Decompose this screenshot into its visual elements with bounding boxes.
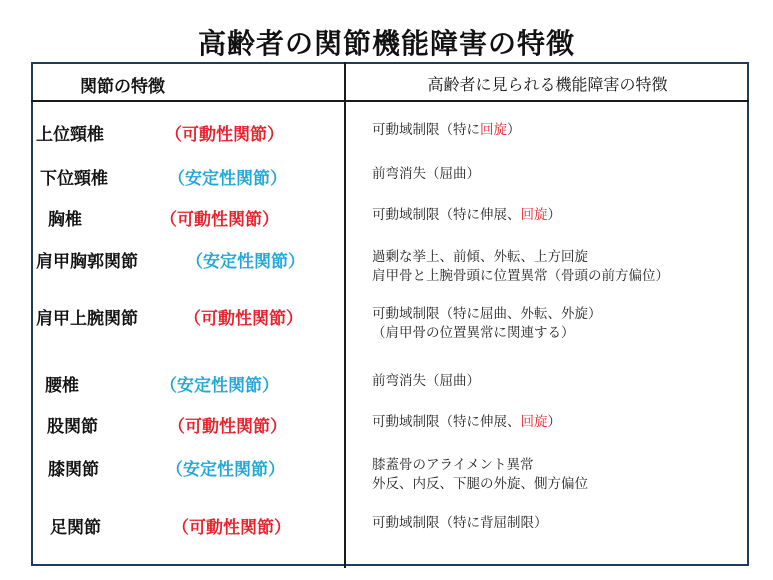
description-line xyxy=(372,475,588,494)
description-text: ） xyxy=(547,207,561,223)
impairment-description xyxy=(372,206,561,225)
joint-name: 腰椎 xyxy=(45,376,79,396)
header-divider xyxy=(31,100,749,102)
description-line xyxy=(372,165,480,184)
description-line xyxy=(372,324,602,343)
impairment-description xyxy=(372,165,480,184)
description-line xyxy=(372,248,669,267)
description-text: 可動域制限（特に屈曲、外転、外旋） xyxy=(372,306,602,322)
mobile-joint-label: （可動性関節） xyxy=(160,210,279,230)
joint-name: 肩甲胸郭関節 xyxy=(36,252,138,272)
impairment-description xyxy=(372,121,521,140)
description-text: 外反、内反、下腿の外旋、側方偏位 xyxy=(372,476,588,492)
joint-name: 胸椎 xyxy=(48,210,82,230)
mobile-joint-label: （可動性関節） xyxy=(172,518,291,538)
description-text: ） xyxy=(547,414,561,430)
description-line xyxy=(372,413,561,432)
impairment-description xyxy=(372,514,548,533)
description-text: 可動域制限（特に伸展、 xyxy=(372,414,521,430)
joint-name: 肩甲上腕関節 xyxy=(36,309,138,329)
impairment-description xyxy=(372,456,588,494)
description-text: （肩甲骨の位置異常に関連する） xyxy=(372,325,575,341)
description-text: 膝蓋骨のアライメント異常 xyxy=(372,457,534,473)
highlight-text: 回旋 xyxy=(520,414,548,430)
impairment-description xyxy=(372,248,669,286)
page-title: 高齢者の関節機能障害の特徴 xyxy=(197,27,575,60)
description-line xyxy=(372,456,588,475)
description-line xyxy=(372,121,521,140)
column-divider xyxy=(344,62,346,568)
description-text: 過剰な挙上、前傾、外転、上方回旋 xyxy=(372,249,588,265)
description-text: 前弯消失（屈曲） xyxy=(372,373,480,389)
stable-joint-label: （安定性関節） xyxy=(166,460,285,480)
joint-name: 足関節 xyxy=(50,518,101,538)
description-line xyxy=(372,372,480,391)
joint-name: 股関節 xyxy=(47,417,98,437)
description-line xyxy=(372,267,669,286)
mobile-joint-label: （可動性関節） xyxy=(165,125,284,145)
impairment-description xyxy=(372,305,602,343)
description-line xyxy=(372,305,602,324)
joint-name: 膝関節 xyxy=(48,460,99,480)
joint-name: 上位頸椎 xyxy=(36,125,104,145)
impairment-description xyxy=(372,372,480,391)
description-line xyxy=(372,514,548,533)
highlight-text: 回旋 xyxy=(480,122,507,138)
header-impairment-features: 高齢者に見られる機能障害の特徴 xyxy=(427,75,668,94)
description-text: ） xyxy=(507,122,521,138)
description-text: 可動域制限（特に xyxy=(372,122,480,138)
description-text: 可動域制限（特に伸展、 xyxy=(372,207,521,223)
highlight-text: 回旋 xyxy=(520,207,548,223)
impairment-description xyxy=(372,413,561,432)
stable-joint-label: （安定性関節） xyxy=(168,169,287,189)
description-line xyxy=(372,206,561,225)
description-text: 前弯消失（屈曲） xyxy=(372,166,480,182)
mobile-joint-label: （可動性関節） xyxy=(184,309,303,329)
stable-joint-label: （安定性関節） xyxy=(160,376,279,396)
stable-joint-label: （安定性関節） xyxy=(186,252,305,272)
joint-name: 下位頸椎 xyxy=(40,169,108,189)
header-joint-features: 関節の特徴 xyxy=(80,77,165,97)
description-text: 可動域制限（特に背屈制限） xyxy=(372,515,548,531)
mobile-joint-label: （可動性関節） xyxy=(168,417,287,437)
description-text: 肩甲骨と上腕骨頭に位置異常（骨頭の前方偏位） xyxy=(372,268,669,284)
